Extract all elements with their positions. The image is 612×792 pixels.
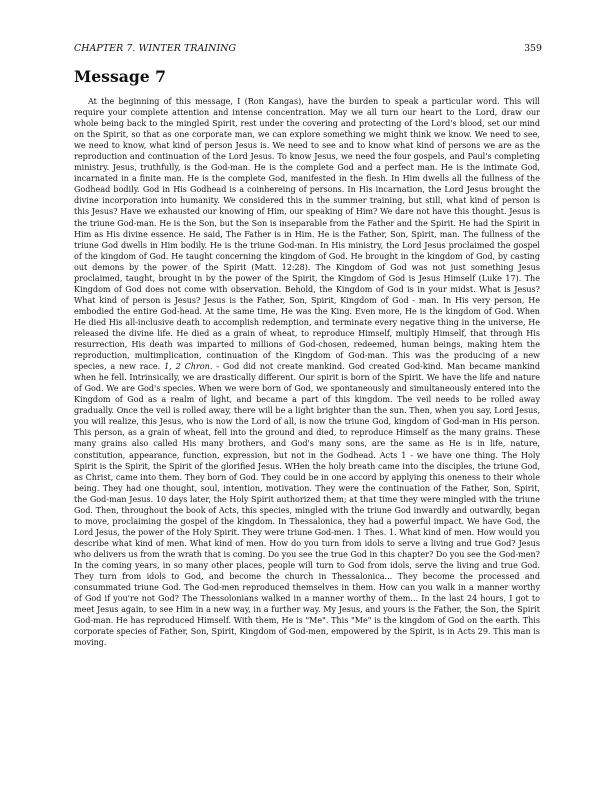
page-number: 359 — [524, 43, 542, 54]
paragraph-part-2: - God did not create mankind. God created God-kind. Man became mankind when he fell. Intrinsically, we are drastically different. Our spirit is born of the Spirit. We have the life and nature of God. We are God's species. When we were born of God, we spontaneously and simultaneously entered into the Kingdom of God as a realm of light, and became a part of this kingdom. The veil needs to be rolled away gradually. Once the veil is rolled away, there will be a light brighter than the sun. Then, when you say, Lord Jesus, you will realize, this Jesus, who is now the Lord of all, is now the triune God, kingdom of God-man in His person. This person, as a grain of wheat, fell into the ground and died, to reproduce Himself as the many grains. These many grains also called His many brothers, and God's many sons, are the same as He is in life, nature, constitution, appearance, function, expression, but not in the Godhead. Acts 1 - we have one thing. The Holy Spirit is the Spirit, the Spirit of the glorified Jesus. WHen the holy breath came into the disciples, the triune God, as Christ, came into them. They born of God. They could be in one accord by applying this oneness to their whole being. They had one thought, soul, intention, motivation. They were the continuation of the Father, Son, Spirit, the God-man Jesus. 10 days later, the Holy Spirit authorized them; at that time they were mingled with the triune God. Then, throughout the book of Acts, this species, mingled with the triune God inwardly and outwardly, began to move, proclaiming the gospel of the kingdom. In Thessalonica, they had a powerful impact. We have God, the Lord Jesus, the power of the Holy Spirit. They were triune God-men. 1 Thes. 1. What kind of men. How would you describe what kind of men. What kind of men. How do you turn from idols to serve a living and true God? Jesus who delivers us from the wrath that is coming. Do you see the true God in this chapter? Do you see the God-men? In the coming years, in so many other places, people will turn to God from idols, serve the living and true God. They turn from idols to God, and become the church in Thessalonica... They become the processed and consummated triune God. The God-men reproduced themselves in them. How can you walk in a manner worthy of God if you're not God? The Thessolonians walked in a manner worthy of them... In the last 24 hours, I got to meet Jesus again, to see Him in a new way, in a further way. My Jesus, and yours is the Father, the Son, the Spirit God-man. He has reproduced Himself. With them, He is "Me". This "Me" is the kingdom of God on the earth. This corporate species of Father, Son, Spirit, Kingdom of God-men, empowered by the Spirit, is in Acts 29. This man is moving. — [74, 362, 540, 648]
scripture-reference: 1, 2 Chron. — [164, 362, 213, 372]
running-head — [74, 43, 542, 55]
paragraph-part-1: At the beginning of this message, I (Ron Kangas), have the burden to speak a particular word. This will require your complete attention and intense concentration. May we all turn our heart to the Lord, draw our whole being back to the mingled Spirit, rest under the covering and protecting of the Lord's blood, set our mind on the Spirit, so that as one corporate man, we can explore something we might think we know. We need to see, we need to know, what kind of person Jesus is. We need to see and to know what kind of persons we are as the reproduction and continuation of the Lord Jesus. To know Jesus, we need the four gospels, and Paul's completing ministry. Jesus, truthfully, is the God-man. He is the complete God and a perfect man. He is the intimate God, incarnated in a finite man. He is the complete God, manifested in the flesh. In Him dwells all the fullness of the Godhead bodily. God in His Godhead is a coinhereing of persons. In His incarnation, the Lord Jesus brought the divine incorporation into humanity. We considered this in the summer training, but still, what kind of person is this Jesus? Have we exhausted our knowing of Him, our speaking of Him? We dare not have this thought. Jesus is the triune God-man. He is the Son, but the Son is inseparable from the Father and the Spirit. He had the Spirit in Him as His divine essence. He said, The Father is in Him. He is the Father, Son, Spirit, man. The fullness of the triune God dwells in Him bodily. He is the triune God-man. In His ministry, the Lord Jesus proclaimed the gospel of the kingdom of God. He taught concerning the kingdom of God. He brought in the kingdom of God, by casting out demons by the power of the Spirit (Matt. 12:28). The Kingdom of God was not just something Jesus proclaimed, taught, brought in by the power of the Spirit, the Kingdom of God is Jesus Himself (Luke 17). The Kingdom of God does not come with observation. Behold, the Kingdom of God is in your midst. What is Jesus? What kind of person is Jesus? Jesus is the Father, Son, Spirit, Kingdom of God - man. In His very person, He embodied the entire God-head. At the same time, He was the King. Even more, He is the kingdom of God. When He died His all-inclusive death to accomplish redemption, and terminate every negative thing in the universe, He released the divine life. He died as a grain of wheat, to reproduce Himself, multiply Himself, that through His resurrection, His death was imparted to millions of God-chosen, redeemed, human beings, making htem the reproduction, multimplication, continuation of the Kingdom of God-man. This was the producing of a new species, a new race. — [74, 97, 540, 372]
chapter-title: CHAPTER 7. WINTER TRAINING — [74, 43, 237, 54]
section-heading: Message 7 — [74, 67, 166, 86]
message-paragraph — [74, 96, 540, 648]
